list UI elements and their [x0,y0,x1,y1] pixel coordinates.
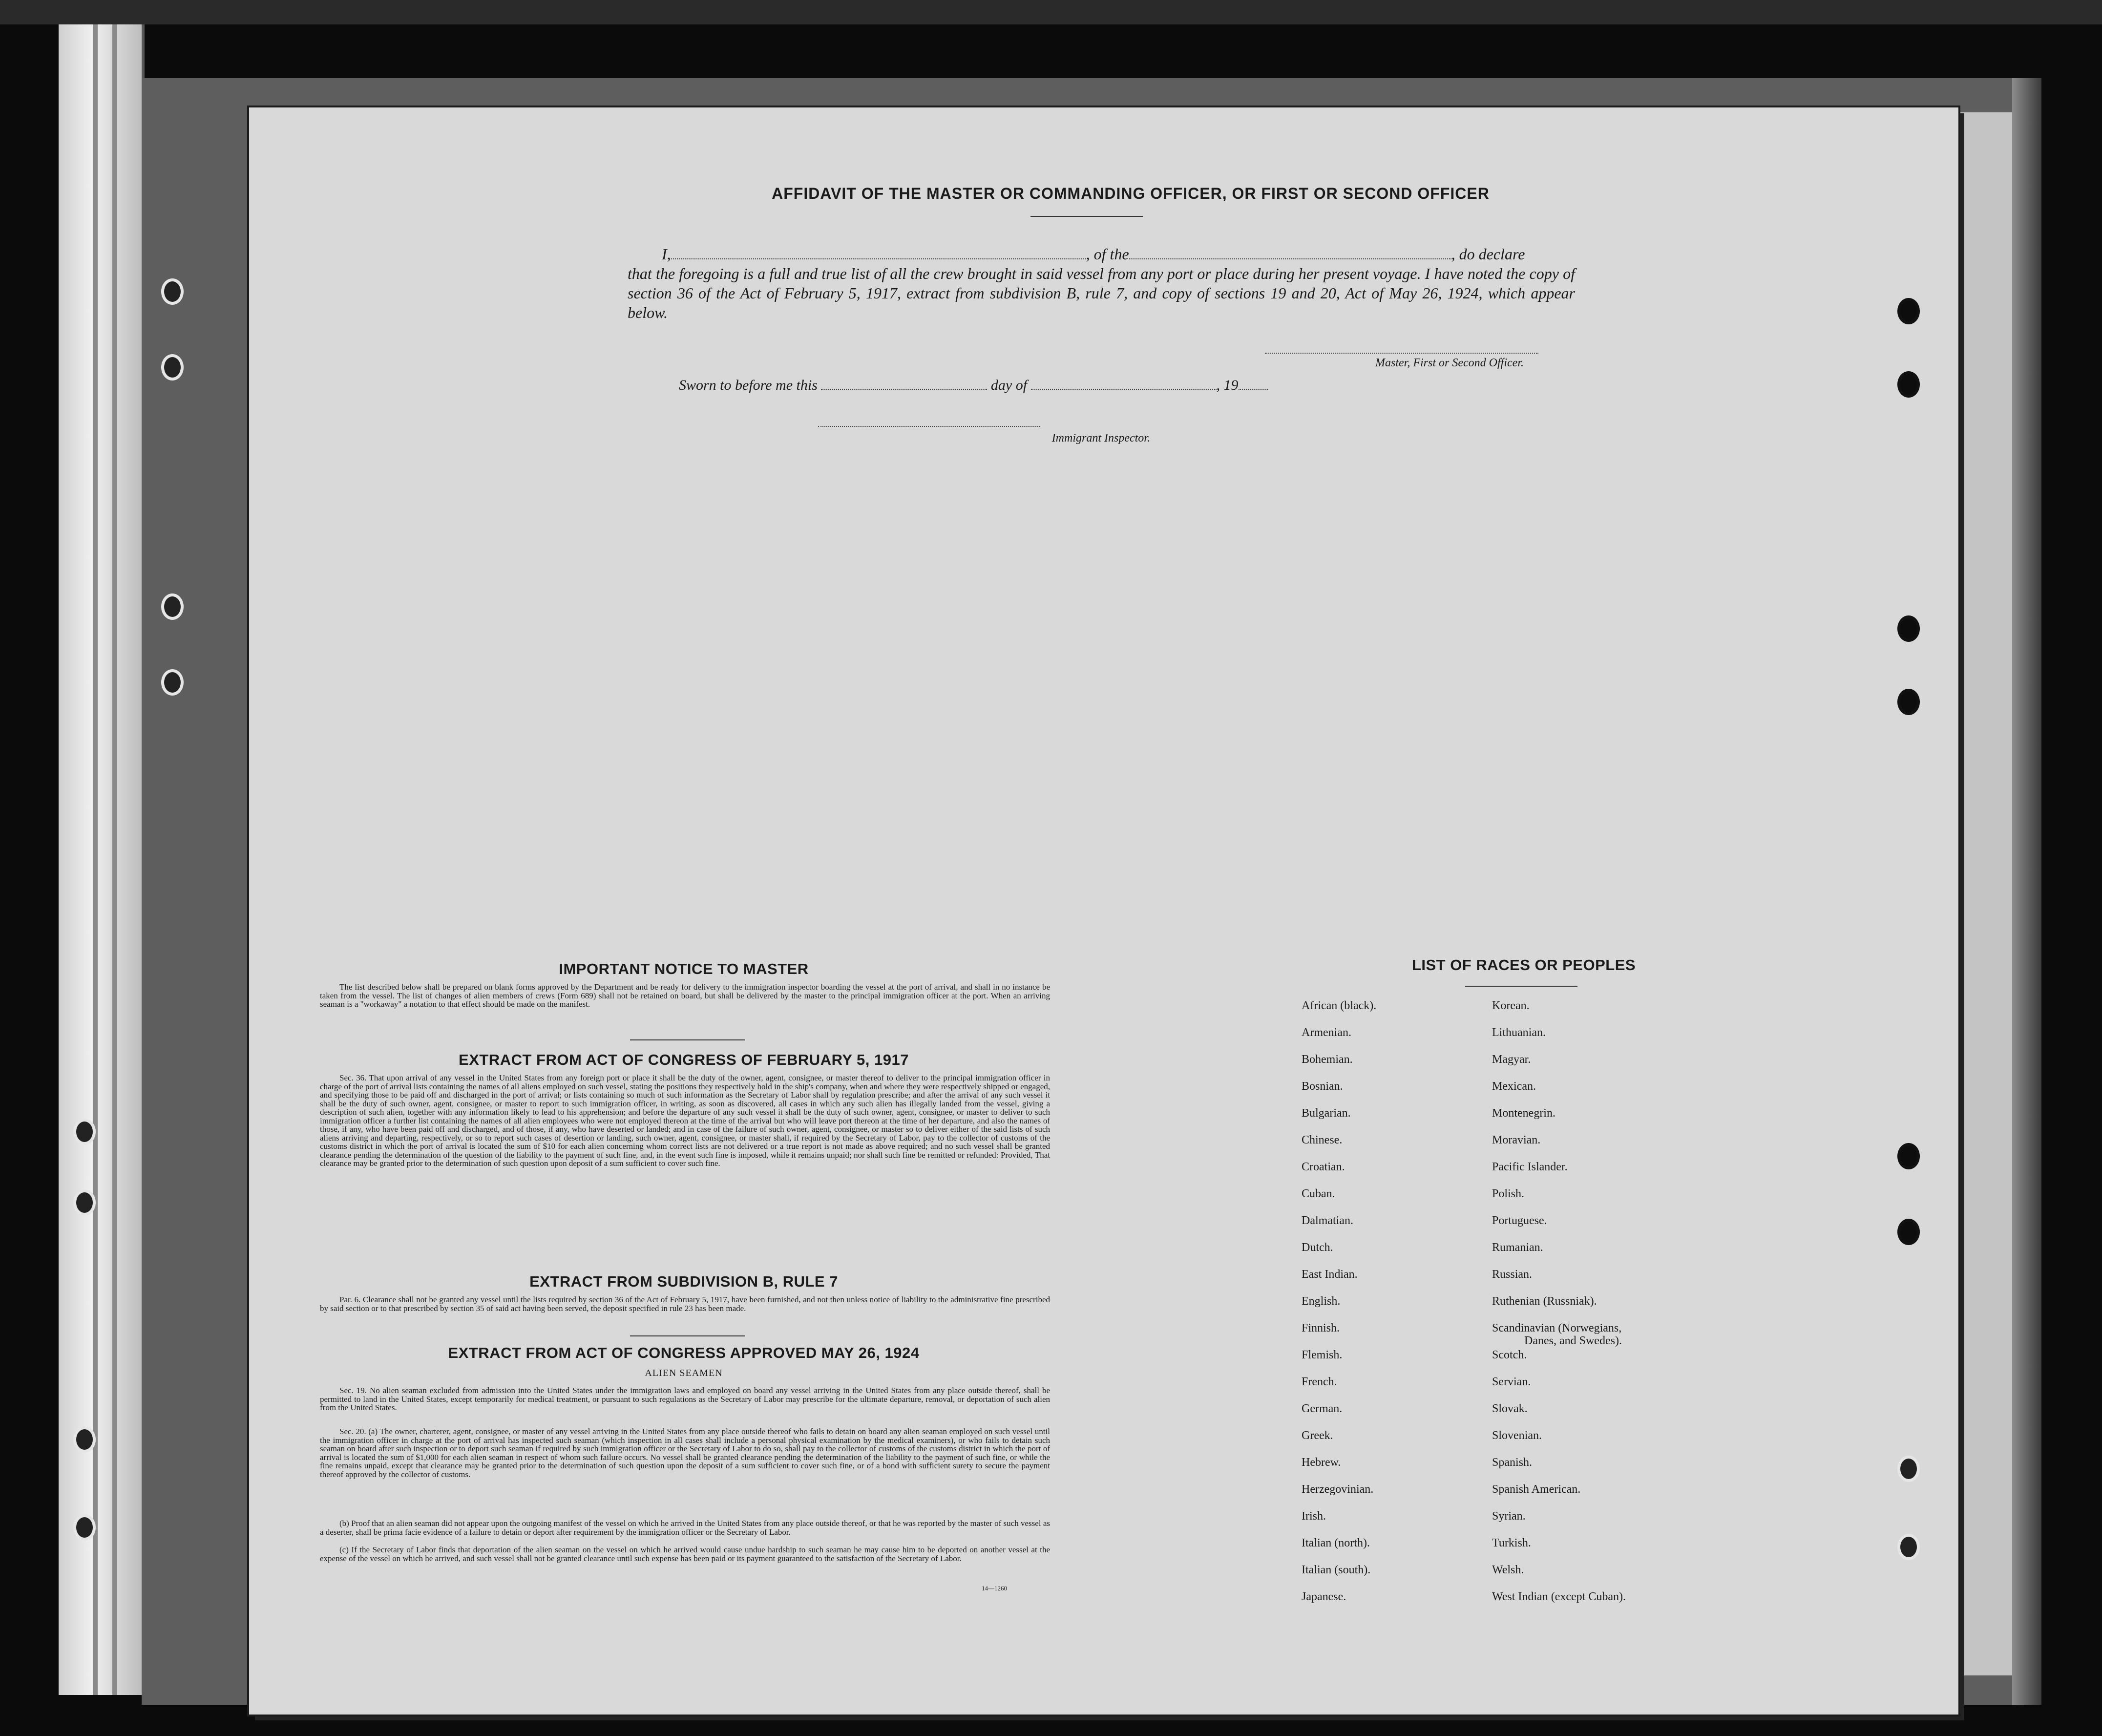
binder-hole [161,593,184,620]
race-item: Mexican. [1492,1080,1536,1093]
binder-hole [161,354,184,381]
inspector-caption: Immigrant Inspector. [1051,432,1150,445]
race-item-scandinavian [1492,1322,1626,1349]
race-item: Croatian. [1302,1161,1345,1173]
race-item: African (black). [1302,999,1377,1012]
sec-20b-text: (b) Proof that an alien seaman did not appear upon the outgoing manifest of the vessel on which he arrived in the United States from any place outside thereof, or that he was reported by the master of such vessel as a deserter, shall be prima facie evidence of a failure to detain or deport after requirement by the immigration officer or the Secretary of Labor. [320,1519,1050,1537]
race-item: Bosnian. [1302,1080,1343,1093]
extract-1917-text: Sec. 36. That upon arrival of any vessel in the United States from any foreign port or place it shall be the duty of the owner, agent, consignee, or master thereof to deliver to the principal immigration officer in charge of the port of arrival lists containing the names of all aliens employed on such vessel, stating the positions they respectively hold in the ship's company, when and where they were respectively shipped or engaged, and specifying those to be paid off and discharged in the port of arrival; or lists containing so much of such information as the Secretary of Labor shall by regulation prescribe; and after the arrival of any such vessel it shall be the duty of such owner, agent, consignee, or master to report to such immigration officer, in writing, as soon as discovered, all cases in which any such alien has illegally landed from the vessel, giving a description of such alien, together with any information likely to lead to his apprehension; and before the departure of any such vessel it shall be the duty of such owner, agent, consignee, or master to deliver to such immigration officer a further list containing the names of all alien employees who were not employed thereon at the time of the arrival but who will leave port thereon at the time of her departure, and also the names of those, if any, who have been paid off and discharged, and of those, if any, who have deserted or landed; and in case of the failure of such owner, agent, consignee, or master so to deliver either of the said lists of such aliens arriving and departing, respectively, or so to report such cases of desertion or landing, such owner, agent, consignee, or master shall, if required by the Secretary of Labor, pay to the collector of customs of the customs district in which the port of arrival is located the sum of $10 for each alien concerning whom correct lists are not delivered or a true report is not made as above required; and no such vessel shall be granted clearance pending the determination of the question of the liability to the payment of such fine, and, in the event such fine is imposed, while it remains unpaid; nor shall such fine be remitted or refunded: Provided, That clearance may be granted prior to the determination of such question upon deposit of a sum sufficient to cover such fine. [320,1073,1050,1168]
master-signature-line[interactable] [1265,353,1538,354]
affidavit-text: that the foregoing is a full and true list of all the crew brought in said vessel from any port or place during her present voyage. I have noted the copy of section 36 of the Act of February 5, 1917, extract from subdivision B, rule 7, and copy of sections 19 and 20, Act of May 26, 1924, which appear below. [628,265,1575,321]
sec-20a-text: Sec. 20. (a) The owner, charterer, agent, consignee, or master of any vessel arriving in the United States from any place outside thereof who fails to detain on board any alien seaman employed on such vessel until the immigration officer in charge at the port of arrival has inspected such seaman (which inspection in all cases shall include a personal physical examination by the medical examiners), or who fails to detain such seaman on board after such inspection or to deport such seaman if required by such immigration officer or the Secretary of Labor to do so, shall pay to the collector of customs of the customs district in which the port of arrival is located the sum of $1,000 for each alien seaman in respect of whom such failure occurs. No vessel shall be granted clearance pending the determination of the liability to the payment of such fine, or while the fine remains unpaid, except that clearance may be granted prior to the determination of such question upon the deposit of a sum sufficient to cover such fine, or of a bond with sufficient surety to secure the payment thereof approved by the collector of customs. [320,1427,1050,1479]
race-item: West Indian (except Cuban). [1492,1590,1626,1603]
race-item: Italian (north). [1302,1537,1370,1549]
punch-hole [1897,615,1920,642]
punch-hole [1897,1143,1920,1169]
race-item: Spanish. [1492,1456,1533,1469]
race-item: Pacific Islander. [1492,1161,1568,1173]
extract-1917-heading: EXTRACT FROM ACT OF CONGRESS OF FEBRUARY 5, 1917 [459,1051,909,1068]
alien-seamen-subheading: ALIEN SEAMEN [645,1368,723,1378]
master-name-field[interactable] [671,246,1086,259]
punch-hole [1897,689,1920,715]
sworn-month-field[interactable] [1031,376,1217,390]
title-rule [1030,216,1143,217]
binder-hole [161,278,184,305]
race-item: Welsh. [1492,1564,1524,1576]
race-item: Turkish. [1492,1537,1531,1549]
race-item: German. [1302,1402,1343,1415]
race-item: Scotch. [1492,1349,1527,1361]
race-item: Slovak. [1492,1402,1528,1415]
race-item: Spanish American. [1492,1483,1581,1496]
races-list-right [1492,999,1626,1617]
sec-19-text: Sec. 19. No alien seaman excluded from admission into the United States under the immigration laws and employed on board any vessel arriving in the United States from any place outside thereof, shall be permitted to land in the United States, except temporarily for medical treatment, or pursuant to such regulations as the Secretary of Labor may prescribe for the ultimate departure, removal, or deportation of such alien from the United States. [320,1386,1050,1412]
affidavit-first-line [628,244,1575,264]
race-item: Lithuanian. [1492,1026,1546,1039]
races-heading: LIST OF RACES OR PEOPLES [1411,956,1636,974]
punch-hole [1897,1456,1920,1482]
race-item: Italian (south). [1302,1564,1371,1576]
scan-top-band [0,0,2102,24]
subdivision-rule [630,1335,745,1336]
race-item: Polish. [1492,1187,1525,1200]
race-item: Bohemian. [1302,1053,1353,1066]
race-item: Magyar. [1492,1053,1531,1066]
binder-hole [73,1426,96,1453]
binder-hole [73,1119,96,1145]
race-item: French. [1302,1376,1337,1388]
race-item: Syrian. [1492,1510,1526,1523]
race-item: Japanese. [1302,1590,1346,1603]
binder-hole [161,669,184,696]
notice-rule [630,1039,745,1040]
backing-edge [2012,78,2041,1705]
races-list-left [1302,999,1376,1617]
race-item: Flemish. [1302,1349,1343,1361]
race-item: Herzegovinian. [1302,1483,1374,1496]
punch-hole [1897,1534,1920,1560]
punch-hole [1897,1219,1920,1245]
binder-strip [59,24,145,1695]
sworn-text: Sworn to before me this [679,377,818,393]
affidavit-body [628,244,1575,322]
notice-heading: IMPORTANT NOTICE TO MASTER [559,960,809,977]
form-number: 14—1260 [982,1585,1007,1592]
punch-hole [1897,371,1920,398]
master-signature-caption: Master, First or Second Officer. [1375,357,1524,369]
race-item: Irish. [1302,1510,1326,1523]
day-of-text: day of [990,377,1028,393]
race-item: Russian. [1492,1268,1533,1281]
sworn-day-field[interactable] [821,376,987,390]
affidavit-declare: , do declare [1451,245,1525,263]
race-item: Dutch. [1302,1241,1333,1254]
race-item: Chinese. [1302,1134,1343,1146]
year-prefix: , 19 [1216,377,1239,393]
binder-hole [73,1514,96,1541]
sworn-year-field[interactable] [1239,376,1268,390]
vessel-name-field[interactable] [1129,246,1451,259]
affidavit-i: I, [662,245,671,263]
race-item: Greek. [1302,1429,1333,1442]
affidavit-title: AFFIDAVIT OF THE MASTER OR COMMANDING OFFICER, OR FIRST OR SECOND OFFICER [772,185,1490,202]
affidavit-of-the: , of the [1086,245,1129,263]
race-item: Korean. [1492,999,1530,1012]
races-rule [1465,986,1577,987]
race-item: Armenian. [1302,1026,1351,1039]
subdivision-b-heading: EXTRACT FROM SUBDIVISION B, RULE 7 [529,1273,838,1290]
race-item: Montenegrin. [1492,1107,1555,1120]
race-item: Ruthenian (Russniak). [1492,1295,1597,1308]
race-item: Bulgarian. [1302,1107,1351,1120]
race-item: Cuban. [1302,1187,1335,1200]
notice-text: The list described below shall be prepared on blank forms approved by the Department and be ready for delivery to the immigration inspector boarding the vessel at the port of arrival, and shall in no instance be taken from the vessel. The list of changes of alien members of crews (Form 689) shall not be retained on board, but shall be delivered by the master to the principal immigration officer at the port. When an arriving seaman is a "workaway" a notation to that effect should be made on the manifest. [320,982,1050,1009]
punch-hole [1897,298,1920,324]
race-item: Moravian. [1492,1134,1541,1146]
sworn-line [679,376,1268,394]
race-item: Servian. [1492,1376,1531,1388]
sec-20c-text: (c) If the Secretary of Labor finds that deportation of the alien seaman on the vessel on which he arrived would cause undue hardship to such seaman he may cause him to be deported on another vessel at the expense of the vessel on which he arrived, and such vessel shall not be granted clearance until such expense has been paid or its payment guaranteed to the satisfaction of the Secretary of Labor. [320,1545,1050,1563]
race-item: Finnish. [1302,1322,1340,1334]
inspector-signature-line[interactable] [818,426,1040,427]
race-item: Portuguese. [1492,1214,1547,1227]
race-item: English. [1302,1295,1341,1308]
race-item: Hebrew. [1302,1456,1341,1469]
race-item-continuation: Danes, and Swedes). [1524,1334,1622,1347]
race-item: Dalmatian. [1302,1214,1353,1227]
subdivision-b-text: Par. 6. Clearance shall not be granted any vessel until the lists required by section 36 of the Act of February 5, 1917, have been furnished, and not then unless notice of liability to the administrative fine prescribed by said section or to that prescribed by section 35 of said act having been served, the deposit specified in rule 23 has been made. [320,1295,1050,1313]
race-item: Scandinavian (Norwegians, [1492,1322,1622,1334]
race-item: East Indian. [1302,1268,1358,1281]
race-item: Slovenian. [1492,1429,1542,1442]
race-item: Rumanian. [1492,1241,1543,1254]
binder-hole [73,1189,96,1216]
extract-1924-heading: EXTRACT FROM ACT OF CONGRESS APPROVED MAY 26, 1924 [448,1344,920,1361]
